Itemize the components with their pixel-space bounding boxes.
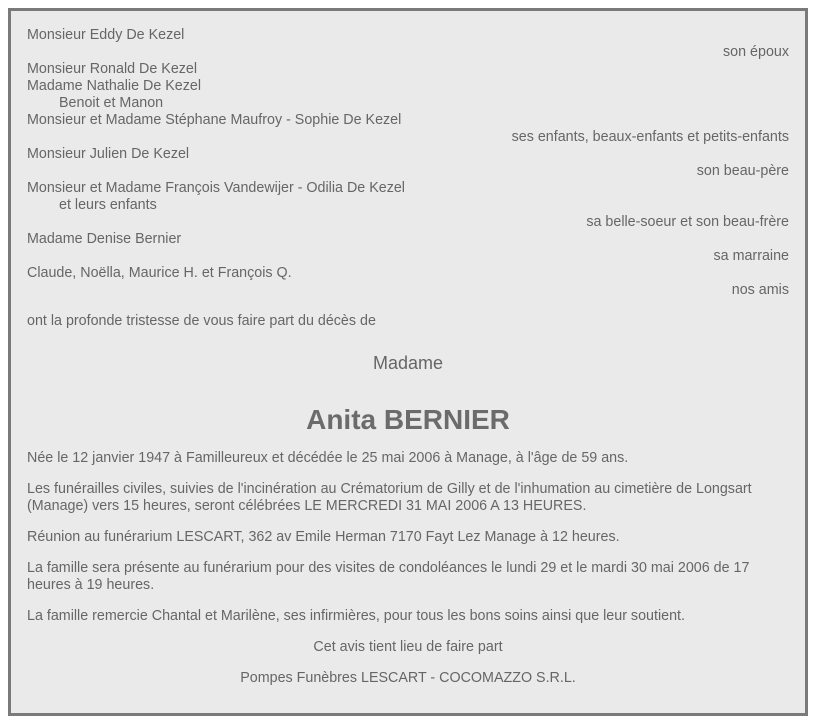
notice-text: Cet avis tient lieu de faire part [313,639,503,655]
family-member: Monsieur Julien De Kezel [27,146,190,162]
obituary-content [27,27,789,687]
deceased-name: Anita BERNIER [306,404,510,435]
obituary-frame [8,8,808,716]
thanks-message: La famille remercie Chantal et Marilène, ses infirmières, pour tous les bons soins ainsi que leur soutient. [27,608,685,624]
family-member: Monsieur Ronald De Kezel [27,61,198,77]
funeral-details: Les funérailles civiles, suivies de l'incinération au Crématorium de Gilly et de l'inhumation au cimetière de Longsart (Manage) vers 15 heures, seront célébrées LE MERCREDI 31 MAI 2006 A 13 HEURES. [27,481,752,514]
family-member: Monsieur et Madame Stéphane Maufroy - Sophie De Kezel [27,112,402,128]
family-member: Claude, Noëlla, Maurice H. et François Q. [27,265,292,281]
family-member: Madame Nathalie De Kezel [27,78,202,94]
family-relation: sa belle-soeur et son beau-frère [586,214,789,230]
deceased-title: Madame [372,353,444,373]
funeral-home: Pompes Funèbres LESCART - COCOMAZZO S.R.L. [240,670,576,686]
family-member: Madame Denise Bernier [27,231,182,247]
family-member: Monsieur et Madame François Vandewijer - Odilia De Kezel [27,180,405,196]
gathering-info: Réunion au funérarium LESCART, 362 av Emile Herman 7170 Fayt Lez Manage à 12 heures. [27,529,620,545]
visitation-info: La famille sera présente au funérarium pour des visites de condoléances le lundi 29 et le mardi 30 mai 2006 de 17 heures à 19 heures. [27,560,750,593]
family-member: Benoit et Manon [59,95,164,111]
birth-death-info: Née le 12 janvier 1947 à Familleureux et décédée le 25 mai 2006 à Manage, à l'âge de 59 ans. [27,450,629,466]
announcement-intro: ont la profonde tristesse de vous faire part du décès de [27,313,376,329]
family-member: et leurs enfants [59,197,157,213]
family-relation: son époux [723,44,789,60]
family-list [27,27,789,299]
family-relation: son beau-père [696,163,789,179]
family-relation: nos amis [731,282,789,298]
family-relation: sa marraine [713,248,789,264]
family-member: Monsieur Eddy De Kezel [27,27,185,43]
family-relation: ses enfants, beaux-enfants et petits-enfants [511,129,789,145]
